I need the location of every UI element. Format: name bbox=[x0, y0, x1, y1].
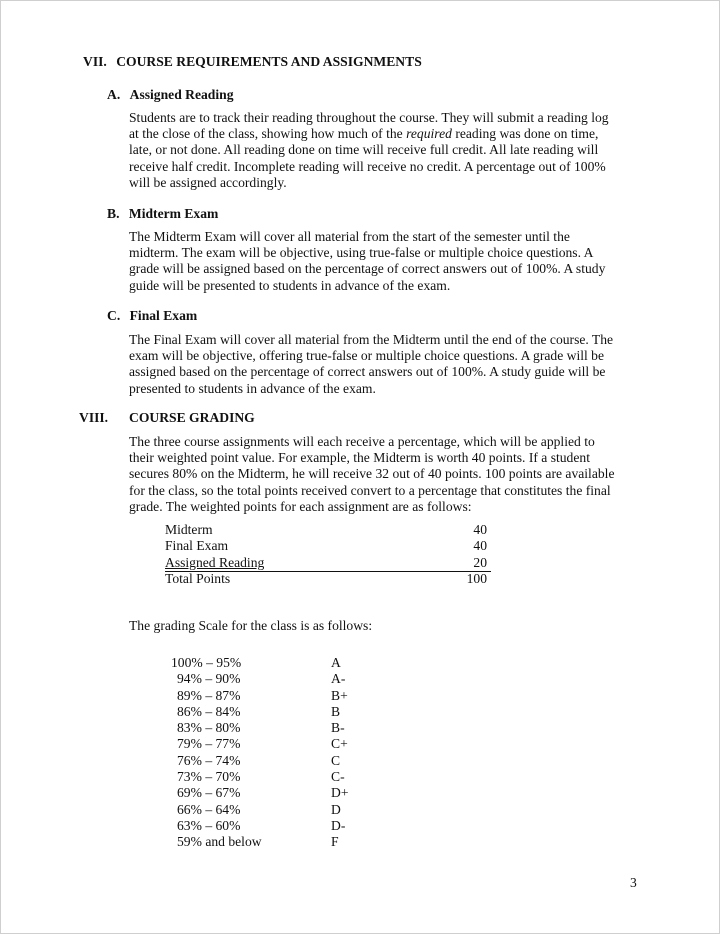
subsection-title: Midterm Exam bbox=[128, 206, 219, 221]
paragraph-line: The Midterm Exam will cover all material from the start of the semester until the bbox=[129, 229, 570, 244]
scale-range: 66% – 64% bbox=[177, 801, 241, 817]
scale-grade: D bbox=[331, 801, 341, 817]
paragraph-line: presented to students in advance of the exam. bbox=[129, 380, 376, 396]
paragraph-line: receive half credit. Incomplete reading will receive no credit. A percentage out of 100% bbox=[129, 158, 606, 174]
scale-range: 73% – 70% bbox=[177, 769, 241, 785]
section-vii-heading bbox=[83, 54, 422, 70]
scale-range: 69% – 67% bbox=[177, 785, 241, 801]
assigned-reading-paragraph bbox=[129, 110, 634, 191]
subsection-c-heading bbox=[107, 308, 197, 324]
scale-grade: D+ bbox=[331, 785, 349, 801]
scale-row bbox=[171, 736, 391, 752]
scale-range: 76% – 74% bbox=[177, 752, 241, 768]
paragraph-line: will be assigned accordingly. bbox=[129, 174, 287, 190]
scale-grade: A bbox=[331, 655, 341, 670]
scale-range: 100% – 95% bbox=[171, 655, 242, 670]
emphasis-text: required bbox=[406, 126, 452, 142]
section-number: VII. bbox=[83, 54, 107, 69]
paragraph-line: grade will be assigned based on the percentage of correct answers out of 100%. A study bbox=[129, 261, 606, 277]
points-label: Midterm bbox=[165, 522, 213, 537]
paragraph-line bbox=[129, 126, 634, 142]
scale-row bbox=[171, 818, 391, 834]
paragraph-line: late, or not done. All reading done on time will receive full credit. All late reading will bbox=[129, 142, 599, 158]
paragraph-line: assigned based on the percentage of correct answers out of 100%. A study guide will be bbox=[129, 364, 606, 380]
section-viii-title: COURSE GRADING bbox=[129, 410, 255, 425]
scale-row bbox=[171, 769, 391, 785]
points-label: Final Exam bbox=[165, 538, 229, 554]
scale-range: 63% – 60% bbox=[177, 817, 241, 833]
paragraph-line: secures 80% on the Midterm, he will receive 32 out of 40 points. 100 points are available bbox=[129, 466, 615, 482]
scale-grade: F bbox=[331, 834, 339, 850]
paragraph-line: guide will be presented to students in advance of the exam. bbox=[129, 277, 451, 293]
paragraph-line: midterm. The exam will be objective, using true-false or multiple choice questions. A bbox=[129, 245, 594, 261]
points-total-row bbox=[165, 571, 491, 587]
scale-range: 83% – 80% bbox=[177, 720, 241, 736]
points-value: 40 bbox=[473, 522, 487, 537]
section-title: COURSE REQUIREMENTS AND ASSIGNMENTS bbox=[116, 54, 422, 69]
midterm-exam-paragraph bbox=[129, 229, 634, 294]
paragraph-line: grade. The weighted points for each assignment are as follows: bbox=[129, 498, 472, 514]
scale-grade: C bbox=[331, 752, 341, 768]
section-viii-number: VIII. bbox=[79, 410, 109, 425]
final-exam-paragraph bbox=[129, 332, 634, 397]
scale-row bbox=[171, 834, 391, 850]
paragraph-line: The Final Exam will cover all material from the Midterm until the end of the course. The bbox=[129, 332, 614, 347]
scale-row bbox=[171, 802, 391, 818]
paragraph-line: The three course assignments will each receive a percentage, which will be applied to bbox=[129, 434, 595, 449]
scale-range: 86% – 84% bbox=[177, 703, 241, 719]
points-label: Total Points bbox=[165, 571, 231, 587]
subsection-a-heading bbox=[107, 87, 234, 103]
paragraph-line: their weighted point value. For example, the Midterm is worth 40 points. If a student bbox=[129, 450, 590, 466]
scale-row bbox=[171, 720, 391, 736]
course-grading-paragraph bbox=[129, 434, 634, 515]
scale-range: 89% – 87% bbox=[177, 687, 241, 703]
scale-grade: B- bbox=[331, 720, 345, 736]
grading-scale bbox=[171, 655, 391, 851]
subsection-b-heading bbox=[107, 206, 218, 222]
points-row bbox=[165, 538, 491, 554]
line-text: at the close of the class, showing how much of the bbox=[129, 126, 407, 142]
scale-row bbox=[171, 655, 391, 671]
subsection-letter: B. bbox=[107, 206, 120, 221]
scale-row bbox=[171, 688, 391, 704]
scale-grade: B bbox=[331, 703, 341, 719]
paragraph-line: exam will be objective, offering true-false or multiple choice questions. A grade will be bbox=[129, 348, 605, 364]
scale-grade: A- bbox=[331, 671, 346, 687]
scale-row bbox=[171, 704, 391, 720]
subsection-letter: C. bbox=[107, 308, 121, 323]
subsection-letter: A. bbox=[107, 87, 121, 102]
scale-row bbox=[171, 753, 391, 769]
scale-range: 94% – 90% bbox=[177, 671, 241, 687]
grading-scale-intro: The grading Scale for the class is as follows: bbox=[129, 618, 373, 633]
points-row bbox=[165, 555, 491, 571]
scale-grade: D- bbox=[331, 817, 346, 833]
page-number: 3 bbox=[630, 875, 637, 890]
subsection-title: Final Exam bbox=[129, 308, 198, 323]
paragraph-line: Students are to track their reading throughout the course. They will submit a reading log bbox=[129, 110, 609, 125]
points-table bbox=[165, 522, 491, 588]
scale-grade: C- bbox=[331, 769, 345, 785]
points-value: 40 bbox=[473, 538, 487, 554]
points-value: 20 bbox=[473, 554, 487, 570]
scale-grade: B+ bbox=[331, 687, 348, 703]
scale-range: 59% and below bbox=[177, 834, 262, 850]
points-value: 100 bbox=[466, 571, 487, 587]
scale-range: 79% – 77% bbox=[177, 736, 241, 752]
paragraph-line: for the class, so the total points received convert to a percentage that constitutes the final bbox=[129, 482, 611, 498]
line-text: reading was done on time, bbox=[451, 126, 599, 142]
points-row bbox=[165, 522, 491, 538]
subsection-title: Assigned Reading bbox=[129, 87, 234, 102]
scale-grade: C+ bbox=[331, 736, 348, 752]
points-label: Assigned Reading bbox=[165, 554, 265, 570]
scale-row bbox=[171, 785, 391, 801]
scale-row bbox=[171, 671, 391, 687]
